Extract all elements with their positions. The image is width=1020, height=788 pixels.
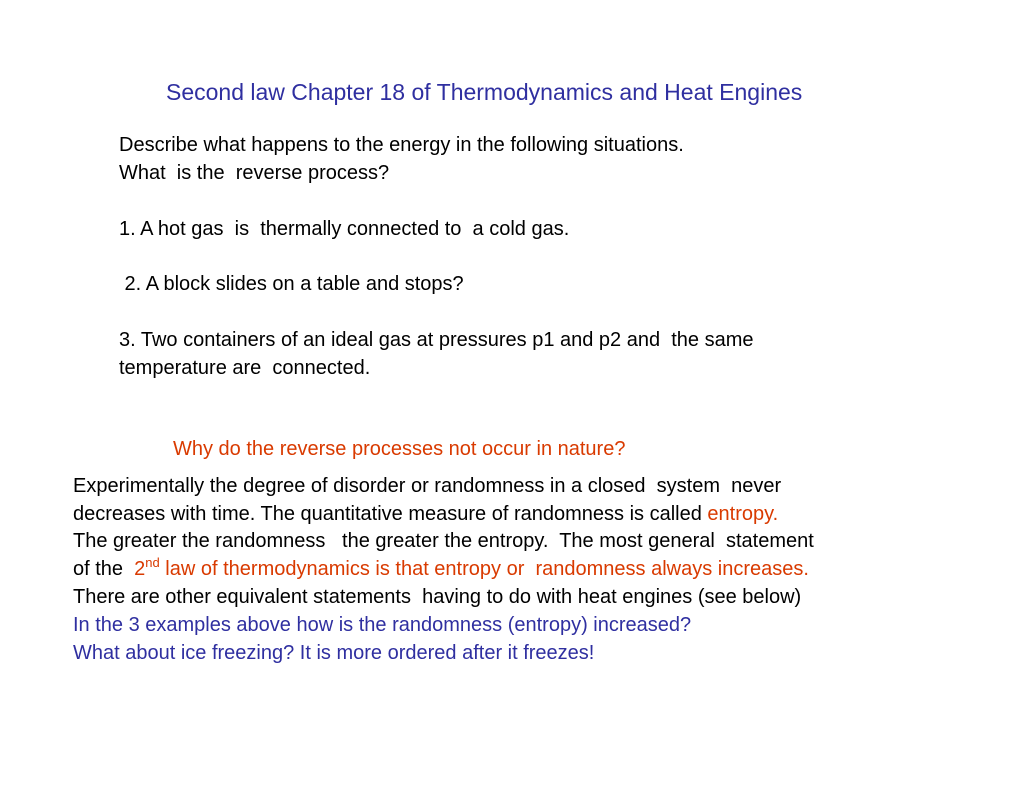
paragraph-line-5: There are other equivalent statements having to do with heat engines (see below) [73, 586, 802, 608]
paragraph-line-1: Experimentally the degree of disorder or randomness in a closed system never [73, 475, 782, 497]
intro-line-2: What is the reverse process? [119, 162, 390, 184]
situation-3-line-2: temperature are connected. [119, 357, 371, 379]
second-law-statement: law of thermodynamics is that entropy or randomness always increases. [159, 558, 809, 580]
second-law-number: 2 [134, 558, 146, 580]
page-title: Second law Chapter 18 of Thermodynamics and Heat Engines [166, 79, 803, 105]
reverse-question: Why do the reverse processes not occur in nature? [173, 438, 626, 460]
paragraph-line-4-text: of the [73, 558, 135, 580]
entropy-term: entropy. [707, 503, 779, 525]
paragraph-line-3: The greater the randomness the greater the entropy. The most general statement [73, 530, 814, 552]
situation-1: 1. A hot gas is thermally connected to a cold gas. [119, 218, 570, 240]
intro-line-1: Describe what happens to the energy in the following situations. [119, 134, 684, 156]
paragraph-line-2-text: decreases with time. The quantitative measure of randomness is called [73, 503, 708, 525]
ice-freezing-question: What about ice freezing? It is more ordered after it freezes! [73, 642, 595, 664]
entropy-question: In the 3 examples above how is the randomness (entropy) increased? [73, 614, 692, 636]
situation-3-line-1: 3. Two containers of an ideal gas at pressures p1 and p2 and the same [119, 329, 754, 351]
paragraph-line-2 [73, 500, 778, 528]
situation-2: 2. A block slides on a table and stops? [119, 273, 464, 295]
ordinal-suffix: nd [145, 555, 160, 570]
paragraph-line-4 [73, 555, 809, 583]
